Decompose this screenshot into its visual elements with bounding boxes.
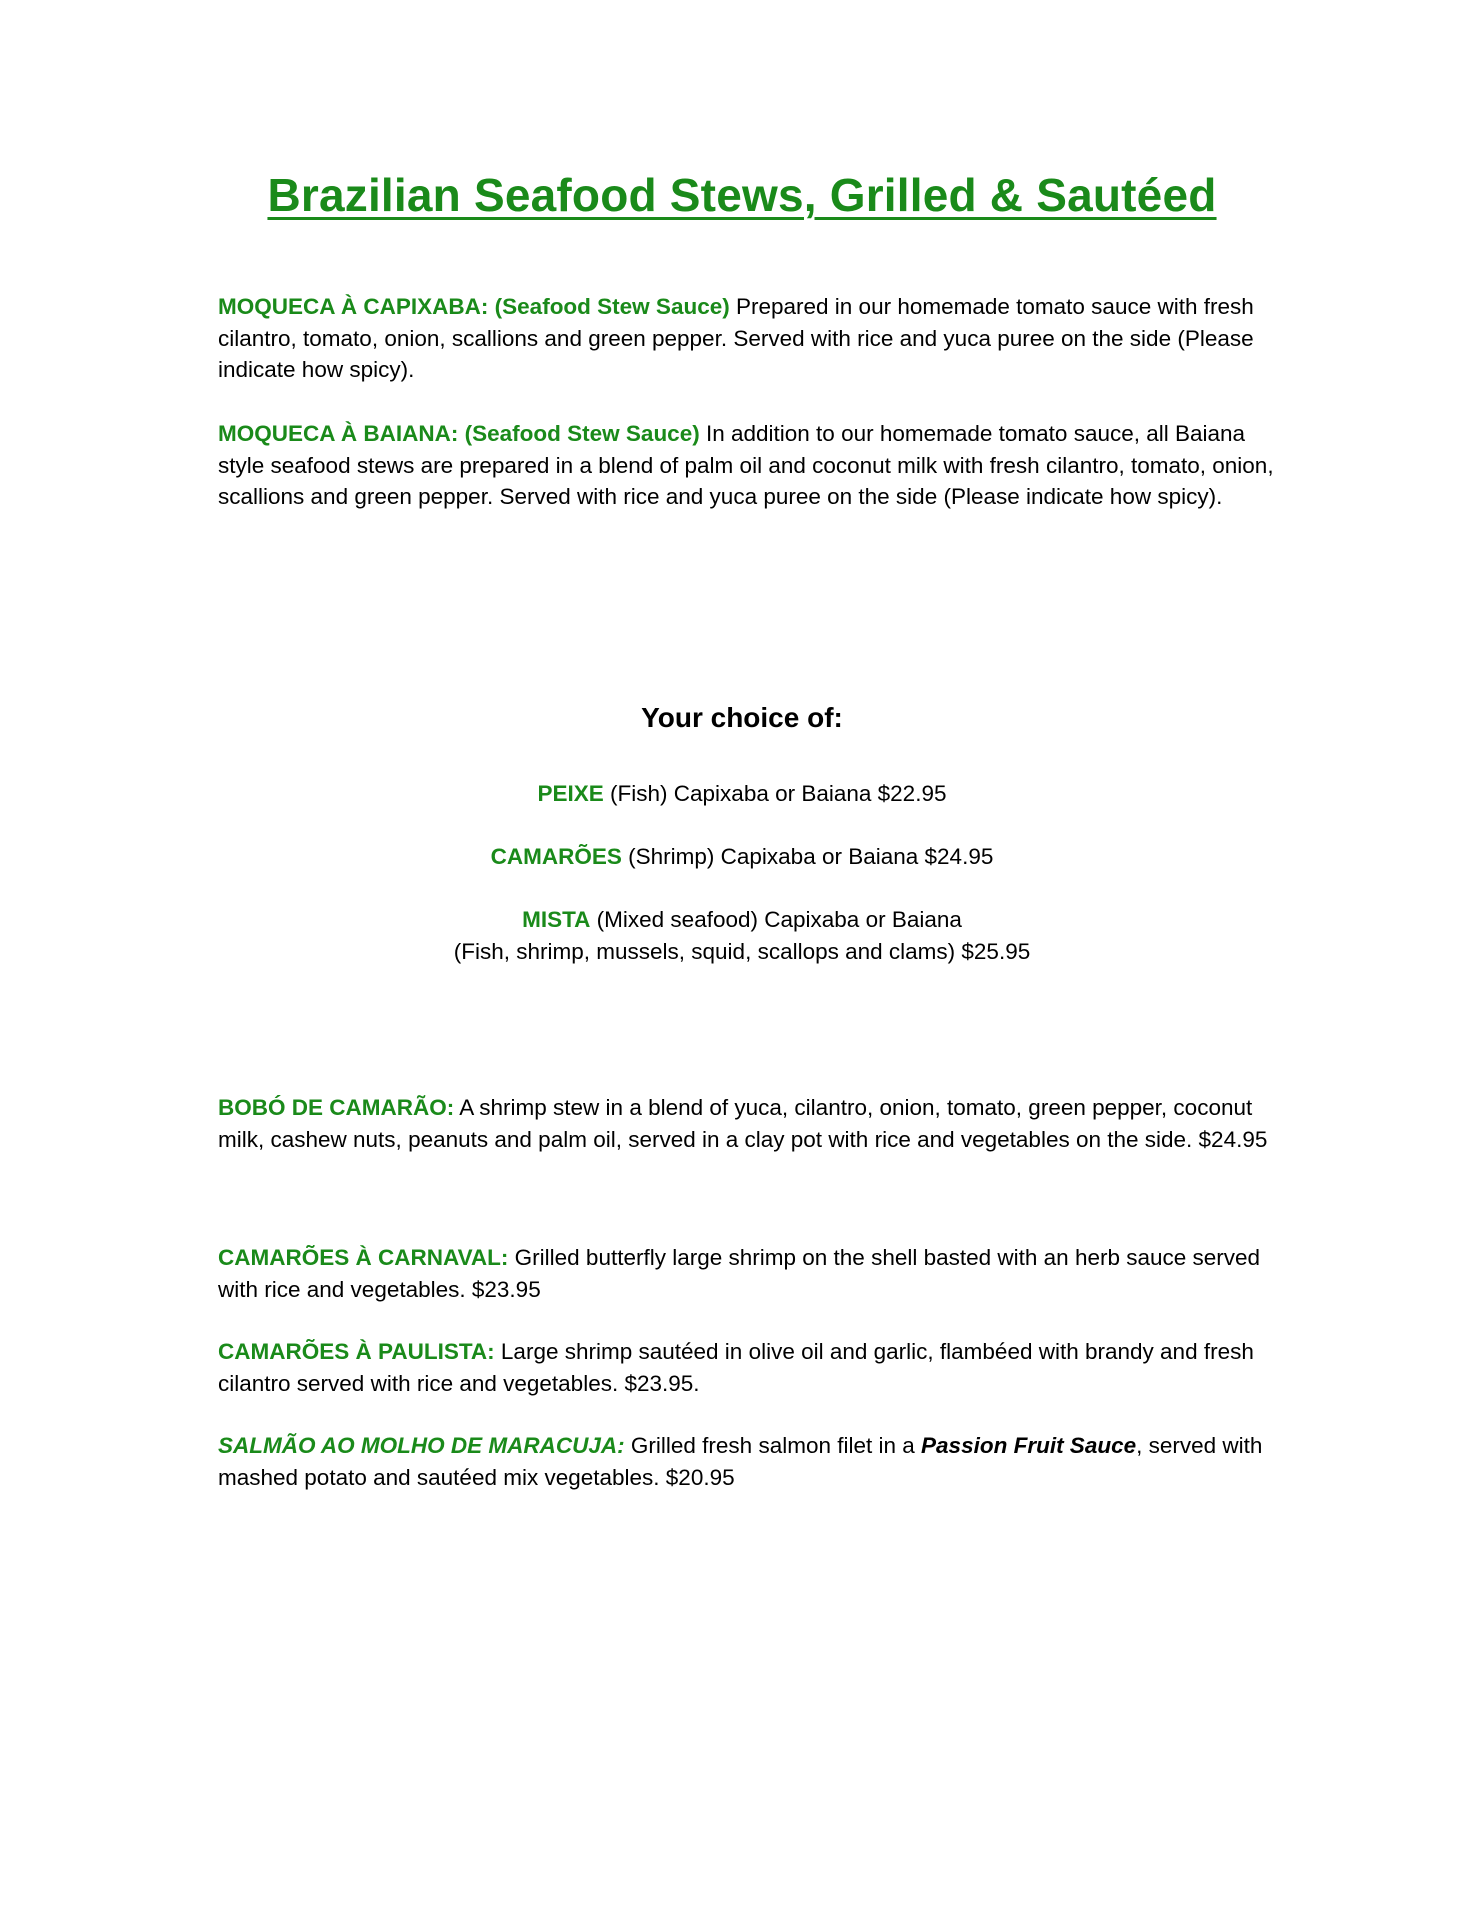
choice-heading: Your choice of: [641,702,843,733]
dish-description: A shrimp stew in a blend of yuca, cilantro, onion, tomato, green pepper, coconut milk, cashew nuts, peanuts and palm oil, served in a clay pot with rice and vegetables on the side. $24.95 [218,1095,1268,1152]
dish-sauce-name: Passion Fruit Sauce [921,1433,1137,1458]
dish-description: Grilled butterfly large shrimp on the shell basted with an herb sauce served with rice and vegetables. $23.95 [218,1245,1261,1302]
stew-name: MOQUECA À CAPIXABA: (Seafood Stew Sauce) [218,294,730,319]
choice-camaroes [0,841,1484,873]
dish-bobo-de-camarao [218,1092,1278,1155]
page-title: Brazilian Seafood Stews, Grilled & Sautéed [267,169,1217,221]
stew-description: Prepared in our homemade tomato sauce with fresh cilantro, tomato, onion, scallions and green pepper. Served with rice and yuca puree on the side (Please indicate how spicy). [218,294,1254,382]
dish-description-end: , served with mashed potato and sautéed mix vegetables. $20.95 [218,1433,1263,1490]
dish-camaroes-paulista [218,1336,1278,1399]
choice-text: (Fish) Capixaba or Baiana $22.95 [603,781,947,806]
dish-name: SALMÃO AO MOLHO DE MARACUJA: [218,1433,625,1458]
dish-name: CAMARÕES À CARNAVAL: [218,1245,509,1270]
choice-name: CAMARÕES [490,844,622,869]
choice-name: MISTA [522,907,591,932]
stew-baiana [218,418,1278,513]
stew-name: MOQUECA À BAIANA: (Seafood Stew Sauce) [218,421,700,446]
choice-text: (Shrimp) Capixaba or Baiana $24.95 [621,844,994,869]
dish-description: Grilled fresh salmon filet in a [624,1433,922,1458]
stew-description: In addition to our homemade tomato sauce, all Baiana style seafood stews are prepared in a blend of palm oil and coconut milk with fresh cilantro, tomato, onion, scallions and green pepper. Served with rice and yuca puree on the side (Please indicate how spicy). [218,421,1274,509]
dish-description: Large shrimp sautéed in olive oil and garlic, flambéed with brandy and fresh cilantro served with rice and vegetables. $23.95. [218,1339,1254,1396]
dish-name: CAMARÕES À PAULISTA: [218,1339,495,1364]
choice-name: PEIXE [537,781,604,806]
choice-peixe [0,778,1484,810]
dish-camaroes-carnaval [218,1242,1278,1305]
dish-salmao-maracuja [218,1430,1278,1493]
choice-mista [0,904,1484,967]
choice-detail: (Fish, shrimp, mussels, squid, scallops and clams) $25.95 [453,938,1031,964]
choice-text: (Mixed seafood) Capixaba or Baiana [590,907,962,932]
stew-capixaba [218,291,1278,386]
dish-name: BOBÓ DE CAMARÃO: [218,1095,455,1120]
